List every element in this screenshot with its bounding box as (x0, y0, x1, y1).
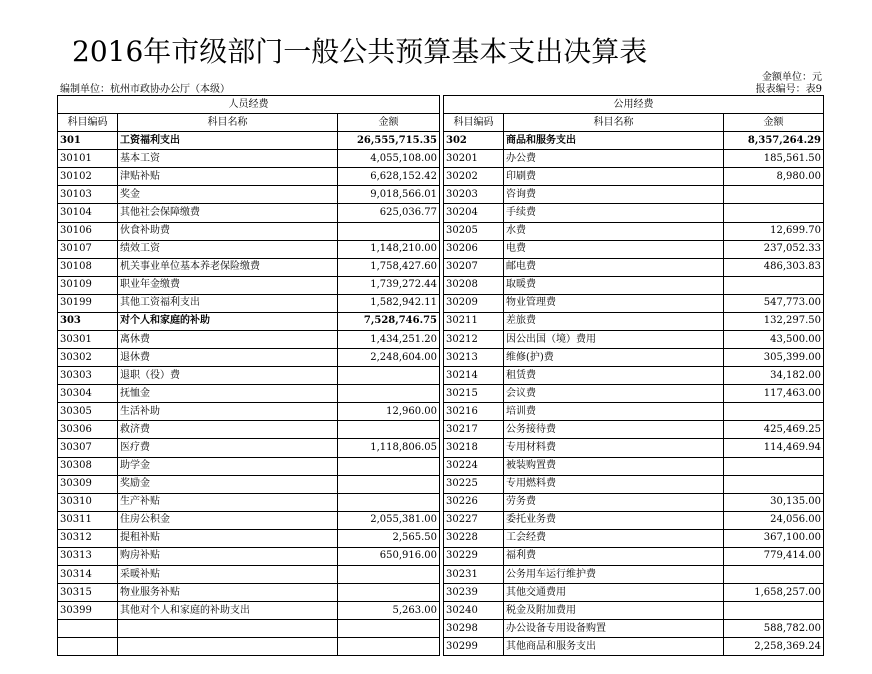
right-code: 30227 (444, 511, 504, 529)
left-code: 30306 (58, 421, 118, 439)
right-amount: 237,052.33 (724, 240, 824, 258)
right-amount (724, 204, 824, 222)
left-name: 采暖补贴 (118, 566, 338, 584)
right-name: 办公设备专用设备购置 (504, 620, 724, 638)
left-amount: 5,263.00 (338, 602, 440, 620)
right-amount: 12,699.70 (724, 222, 824, 240)
right-code: 30211 (444, 312, 504, 330)
right-code: 30201 (444, 150, 504, 168)
left-name: 对个人和家庭的补助 (118, 312, 338, 330)
left-amount (338, 620, 440, 638)
right-name: 差旅费 (504, 312, 724, 330)
right-name: 工会经费 (504, 529, 724, 547)
table-row (58, 439, 824, 457)
left-name: 离休费 (118, 331, 338, 349)
header-amount: 金额 (724, 114, 824, 132)
left-amount: 1,118,806.05 (338, 439, 440, 457)
right-code: 30216 (444, 403, 504, 421)
left-code: 30305 (58, 403, 118, 421)
left-code: 30304 (58, 385, 118, 403)
table-row (58, 620, 824, 638)
left-name: 基本工资 (118, 150, 338, 168)
table-row (58, 294, 824, 312)
right-name: 维修(护)费 (504, 349, 724, 367)
right-amount: 8,357,264.29 (724, 132, 824, 150)
left-code (58, 620, 118, 638)
left-amount (338, 222, 440, 240)
budget-table (57, 95, 824, 656)
left-amount: 625,036.77 (338, 204, 440, 222)
left-code: 30308 (58, 457, 118, 475)
table-row (58, 602, 824, 620)
table-row (58, 511, 824, 529)
left-code: 30399 (58, 602, 118, 620)
right-name: 电费 (504, 240, 724, 258)
left-amount: 4,055,108.00 (338, 150, 440, 168)
left-code: 30108 (58, 258, 118, 276)
right-name: 其他交通费用 (504, 584, 724, 602)
left-code: 30102 (58, 168, 118, 186)
left-amount: 2,565.50 (338, 529, 440, 547)
left-amount: 2,055,381.00 (338, 511, 440, 529)
table-row (58, 385, 824, 403)
left-amount (338, 638, 440, 656)
right-name: 专用燃料费 (504, 475, 724, 493)
right-code: 30229 (444, 547, 504, 565)
right-name: 手续费 (504, 204, 724, 222)
table-row (58, 132, 824, 150)
table-row (58, 421, 824, 439)
right-amount: 1,658,257.00 (724, 584, 824, 602)
table-row (58, 475, 824, 493)
right-amount: 2,258,369.24 (724, 638, 824, 656)
table-row (58, 638, 824, 656)
left-code: 30312 (58, 529, 118, 547)
left-name (118, 620, 338, 638)
left-name: 其他社会保障缴费 (118, 204, 338, 222)
table-row (58, 222, 824, 240)
right-amount (724, 186, 824, 204)
left-name: 购房补贴 (118, 547, 338, 565)
left-amount (338, 367, 440, 385)
left-name: 津贴补贴 (118, 168, 338, 186)
left-code: 30103 (58, 186, 118, 204)
header-amount: 金额 (338, 114, 440, 132)
right-code: 30215 (444, 385, 504, 403)
left-amount: 7,528,746.75 (338, 312, 440, 330)
table-row (58, 186, 824, 204)
right-name: 取暖费 (504, 276, 724, 294)
table-row (58, 584, 824, 602)
left-amount: 1,758,427.60 (338, 258, 440, 276)
right-name: 公务接待费 (504, 421, 724, 439)
left-name: 其他工资福利支出 (118, 294, 338, 312)
header-name: 科目名称 (118, 114, 338, 132)
unit-label: 金额单位：元 (762, 72, 822, 83)
left-name: 抚恤金 (118, 385, 338, 403)
table-row (58, 457, 824, 475)
right-name: 印刷费 (504, 168, 724, 186)
right-code: 30206 (444, 240, 504, 258)
left-name: 职业年金缴费 (118, 276, 338, 294)
right-code: 30214 (444, 367, 504, 385)
right-code: 30207 (444, 258, 504, 276)
right-amount (724, 602, 824, 620)
right-amount: 425,469.25 (724, 421, 824, 439)
left-amount: 1,148,210.00 (338, 240, 440, 258)
left-amount: 1,582,942.11 (338, 294, 440, 312)
left-amount: 2,248,604.00 (338, 349, 440, 367)
right-code: 30213 (444, 349, 504, 367)
org-label: 编制单位：杭州市政协办公厅（本级） (60, 84, 230, 95)
left-name: 物业服务补贴 (118, 584, 338, 602)
left-amount (338, 421, 440, 439)
left-code: 30101 (58, 150, 118, 168)
right-code: 30224 (444, 457, 504, 475)
right-code: 30239 (444, 584, 504, 602)
table-row (58, 331, 824, 349)
right-code: 30202 (444, 168, 504, 186)
table-row (58, 240, 824, 258)
left-amount (338, 475, 440, 493)
right-name: 咨询费 (504, 186, 724, 204)
left-name: 机关事业单位基本养老保险缴费 (118, 258, 338, 276)
left-amount: 26,555,715.35 (338, 132, 440, 150)
left-name: 住房公积金 (118, 511, 338, 529)
page-title: 2016年市级部门一般公共预算基本支出决算表 (72, 35, 648, 68)
table-row (58, 349, 824, 367)
table-row (58, 566, 824, 584)
table-row (58, 258, 824, 276)
left-code: 30301 (58, 331, 118, 349)
right-amount (724, 566, 824, 584)
right-code: 30231 (444, 566, 504, 584)
right-amount: 185,561.50 (724, 150, 824, 168)
left-code: 303 (58, 312, 118, 330)
table-row (58, 204, 824, 222)
left-code: 30311 (58, 511, 118, 529)
right-name: 专用材料费 (504, 439, 724, 457)
table-row (58, 150, 824, 168)
right-code: 30204 (444, 204, 504, 222)
right-name: 办公费 (504, 150, 724, 168)
left-name: 生活补助 (118, 403, 338, 421)
left-amount: 1,739,272.44 (338, 276, 440, 294)
right-amount (724, 276, 824, 294)
right-amount: 486,303.83 (724, 258, 824, 276)
table-row (58, 276, 824, 294)
right-amount: 34,182.00 (724, 367, 824, 385)
header-code: 科目编码 (58, 114, 118, 132)
left-name: 伙食补助费 (118, 222, 338, 240)
right-amount: 24,056.00 (724, 511, 824, 529)
left-code: 30315 (58, 584, 118, 602)
right-code: 30299 (444, 638, 504, 656)
left-name: 退休费 (118, 349, 338, 367)
left-name: 助学金 (118, 457, 338, 475)
left-code: 30109 (58, 276, 118, 294)
right-name: 委托业务费 (504, 511, 724, 529)
table-row (58, 312, 824, 330)
left-group-header: 人员经费 (58, 96, 440, 114)
left-name: 奖金 (118, 186, 338, 204)
right-code: 30225 (444, 475, 504, 493)
right-code: 30217 (444, 421, 504, 439)
right-amount: 547,773.00 (724, 294, 824, 312)
right-amount: 117,463.00 (724, 385, 824, 403)
right-group-header: 公用经费 (444, 96, 824, 114)
left-amount: 9,018,566.01 (338, 186, 440, 204)
left-name: 医疗费 (118, 439, 338, 457)
header-name: 科目名称 (504, 114, 724, 132)
right-code: 30209 (444, 294, 504, 312)
left-name: 救济费 (118, 421, 338, 439)
right-amount: 30,135.00 (724, 493, 824, 511)
table-row (58, 168, 824, 186)
left-amount (338, 457, 440, 475)
right-code: 30240 (444, 602, 504, 620)
right-amount (724, 403, 824, 421)
right-name: 税金及附加费用 (504, 602, 724, 620)
table-row (58, 403, 824, 421)
right-amount: 305,399.00 (724, 349, 824, 367)
left-code: 30314 (58, 566, 118, 584)
right-name: 邮电费 (504, 258, 724, 276)
right-code: 30203 (444, 186, 504, 204)
left-name: 工资福利支出 (118, 132, 338, 150)
right-name: 劳务费 (504, 493, 724, 511)
right-amount: 367,100.00 (724, 529, 824, 547)
right-name: 租赁费 (504, 367, 724, 385)
right-amount: 43,500.00 (724, 331, 824, 349)
left-code: 30309 (58, 475, 118, 493)
right-amount (724, 475, 824, 493)
left-code: 30307 (58, 439, 118, 457)
left-amount: 650,916.00 (338, 547, 440, 565)
left-amount (338, 385, 440, 403)
right-code: 30226 (444, 493, 504, 511)
right-code: 30228 (444, 529, 504, 547)
right-name: 物业管理费 (504, 294, 724, 312)
right-amount: 588,782.00 (724, 620, 824, 638)
right-name: 因公出国（境）费用 (504, 331, 724, 349)
left-amount (338, 566, 440, 584)
left-amount: 6,628,152.42 (338, 168, 440, 186)
left-name: 其他对个人和家庭的补助支出 (118, 602, 338, 620)
right-amount: 114,469.94 (724, 439, 824, 457)
right-amount (724, 457, 824, 475)
table-row (58, 529, 824, 547)
right-amount: 8,980.00 (724, 168, 824, 186)
right-amount: 132,297.50 (724, 312, 824, 330)
left-code: 30302 (58, 349, 118, 367)
left-code: 30104 (58, 204, 118, 222)
right-code: 30205 (444, 222, 504, 240)
right-code: 30208 (444, 276, 504, 294)
right-name: 水费 (504, 222, 724, 240)
left-code: 30310 (58, 493, 118, 511)
left-name: 生产补贴 (118, 493, 338, 511)
left-amount: 12,960.00 (338, 403, 440, 421)
right-name: 被装购置费 (504, 457, 724, 475)
left-code: 30199 (58, 294, 118, 312)
right-code: 30298 (444, 620, 504, 638)
left-amount (338, 493, 440, 511)
left-name: 退职（役）费 (118, 367, 338, 385)
right-name: 会议费 (504, 385, 724, 403)
left-amount: 1,434,251.20 (338, 331, 440, 349)
right-name: 福利费 (504, 547, 724, 565)
left-code: 30313 (58, 547, 118, 565)
left-code: 30107 (58, 240, 118, 258)
left-name: 奖励金 (118, 475, 338, 493)
report-code: 报表编号：表9 (755, 84, 822, 95)
table-row (58, 547, 824, 565)
left-amount (338, 584, 440, 602)
left-code (58, 638, 118, 656)
right-name: 培训费 (504, 403, 724, 421)
left-code: 301 (58, 132, 118, 150)
right-code: 302 (444, 132, 504, 150)
right-name: 其他商品和服务支出 (504, 638, 724, 656)
table-row (58, 367, 824, 385)
right-amount: 779,414.00 (724, 547, 824, 565)
right-name: 公务用车运行维护费 (504, 566, 724, 584)
right-name: 商品和服务支出 (504, 132, 724, 150)
left-code: 30303 (58, 367, 118, 385)
left-name (118, 638, 338, 656)
right-code: 30212 (444, 331, 504, 349)
left-code: 30106 (58, 222, 118, 240)
table-row (58, 493, 824, 511)
header-code: 科目编码 (444, 114, 504, 132)
right-code: 30218 (444, 439, 504, 457)
left-name: 绩效工资 (118, 240, 338, 258)
left-name: 提租补贴 (118, 529, 338, 547)
